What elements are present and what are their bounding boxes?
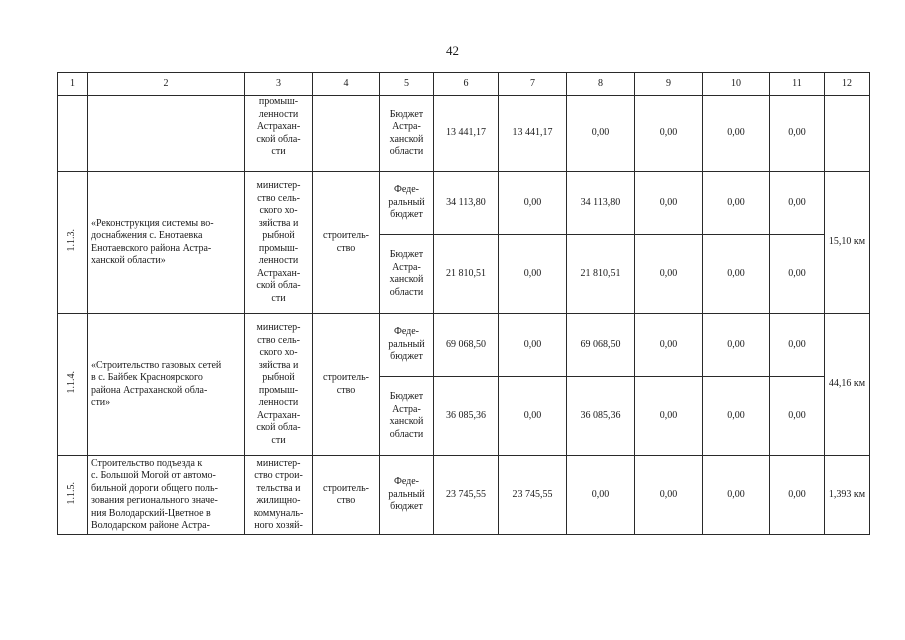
amount-cell: 0,00: [635, 172, 703, 235]
result-cell: 44,16 км: [825, 314, 870, 456]
header-cell: 10: [703, 73, 770, 96]
amount-cell: 0,00: [567, 456, 635, 535]
amount-cell: 13 441,17: [434, 96, 499, 172]
amount-cell: 69 068,50: [567, 314, 635, 377]
amount-cell: 34 113,80: [567, 172, 635, 235]
amount-cell: 36 085,36: [567, 377, 635, 456]
amount-cell: 0,00: [770, 456, 825, 535]
project-name-cell: «Строительство газовых сетей в с. Байбек Красноярского района Астраханской обла- сти»: [88, 314, 245, 456]
amount-cell: 0,00: [499, 235, 567, 314]
header-cell: 12: [825, 73, 870, 96]
header-cell: 3: [245, 73, 313, 96]
amount-cell: 0,00: [770, 96, 825, 172]
funding-source-cell: Феде- ральный бюджет: [380, 314, 434, 377]
amount-cell: 0,00: [499, 172, 567, 235]
amount-cell: 13 441,17: [499, 96, 567, 172]
amount-cell: 21 810,51: [567, 235, 635, 314]
amount-cell: 0,00: [635, 235, 703, 314]
header-cell: 1: [58, 73, 88, 96]
header-cell: 4: [313, 73, 380, 96]
header-cell: 11: [770, 73, 825, 96]
work-type-cell: строитель- ство: [313, 314, 380, 456]
amount-cell: 0,00: [770, 377, 825, 456]
project-name-cell: [88, 96, 245, 172]
row-number-cell: [58, 96, 88, 172]
page-number: 42: [446, 43, 459, 58]
result-cell: [825, 96, 870, 172]
header-cell: 2: [88, 73, 245, 96]
amount-cell: 0,00: [635, 377, 703, 456]
executor-cell: министер- ство строи- тельства и жилищно- коммуналь- ного хозяй-: [245, 456, 313, 535]
amount-cell: 36 085,36: [434, 377, 499, 456]
header-cell: 5: [380, 73, 434, 96]
work-type-cell: [313, 96, 380, 172]
table-row: [58, 314, 870, 377]
amount-cell: 0,00: [703, 456, 770, 535]
amount-cell: 0,00: [703, 314, 770, 377]
header-cell: 7: [499, 73, 567, 96]
amount-cell: 0,00: [703, 377, 770, 456]
project-name-cell: Строительство подъезда к с. Большой Могой от автомо- бильной дороги общего поль- зования регионального значе- ния Володарский-Цветное в Володарском районе Астра-: [88, 456, 245, 535]
amount-cell: 23 745,55: [499, 456, 567, 535]
executor-cell: министер- ство сель- ского хо- зяйства и рыбной промыш- ленности Астрахан- ской обла- сти: [245, 314, 313, 456]
header-cell: 8: [567, 73, 635, 96]
funding-source-cell: Бюджет Астра- ханской области: [380, 96, 434, 172]
amount-cell: 0,00: [770, 172, 825, 235]
executor-cell: министер- ство сель- ского хо- зяйства и рыбной промыш- ленности Астрахан- ской обла- сти: [245, 172, 313, 314]
amount-cell: 23 745,55: [434, 456, 499, 535]
project-name-cell: «Реконструкция системы во- доснабжения с. Енотаевка Енотаевского района Астра- ханской области»: [88, 172, 245, 314]
amount-cell: 0,00: [703, 235, 770, 314]
row-number-cell: 1.1.5.: [58, 456, 88, 535]
funding-source-cell: Бюджет Астра- ханской области: [380, 235, 434, 314]
amount-cell: 21 810,51: [434, 235, 499, 314]
amount-cell: 0,00: [770, 235, 825, 314]
table-row: [58, 456, 870, 535]
amount-cell: 0,00: [635, 314, 703, 377]
work-type-cell: строитель- ство: [313, 456, 380, 535]
table-header-row: [58, 73, 870, 96]
header-cell: 6: [434, 73, 499, 96]
header-cell: 9: [635, 73, 703, 96]
work-type-cell: строитель- ство: [313, 172, 380, 314]
result-cell: 15,10 км: [825, 172, 870, 314]
amount-cell: 0,00: [770, 314, 825, 377]
row-number-cell: 1.1.3.: [58, 172, 88, 314]
amount-cell: 0,00: [567, 96, 635, 172]
funding-source-cell: Феде- ральный бюджет: [380, 172, 434, 235]
row-number-cell: 1.1.4.: [58, 314, 88, 456]
result-cell: 1,393 км: [825, 456, 870, 535]
funding-source-cell: Бюджет Астра- ханской области: [380, 377, 434, 456]
amount-cell: 0,00: [635, 96, 703, 172]
amount-cell: 0,00: [635, 456, 703, 535]
amount-cell: 0,00: [499, 377, 567, 456]
amount-cell: 69 068,50: [434, 314, 499, 377]
amount-cell: 34 113,80: [434, 172, 499, 235]
budget-table: [57, 72, 870, 535]
table-row: [58, 172, 870, 235]
table-row: [58, 96, 870, 172]
amount-cell: 0,00: [499, 314, 567, 377]
amount-cell: 0,00: [703, 172, 770, 235]
executor-cell: промыш- ленности Астрахан- ской обла- сти: [245, 96, 313, 172]
amount-cell: 0,00: [703, 96, 770, 172]
funding-source-cell: Феде- ральный бюджет: [380, 456, 434, 535]
